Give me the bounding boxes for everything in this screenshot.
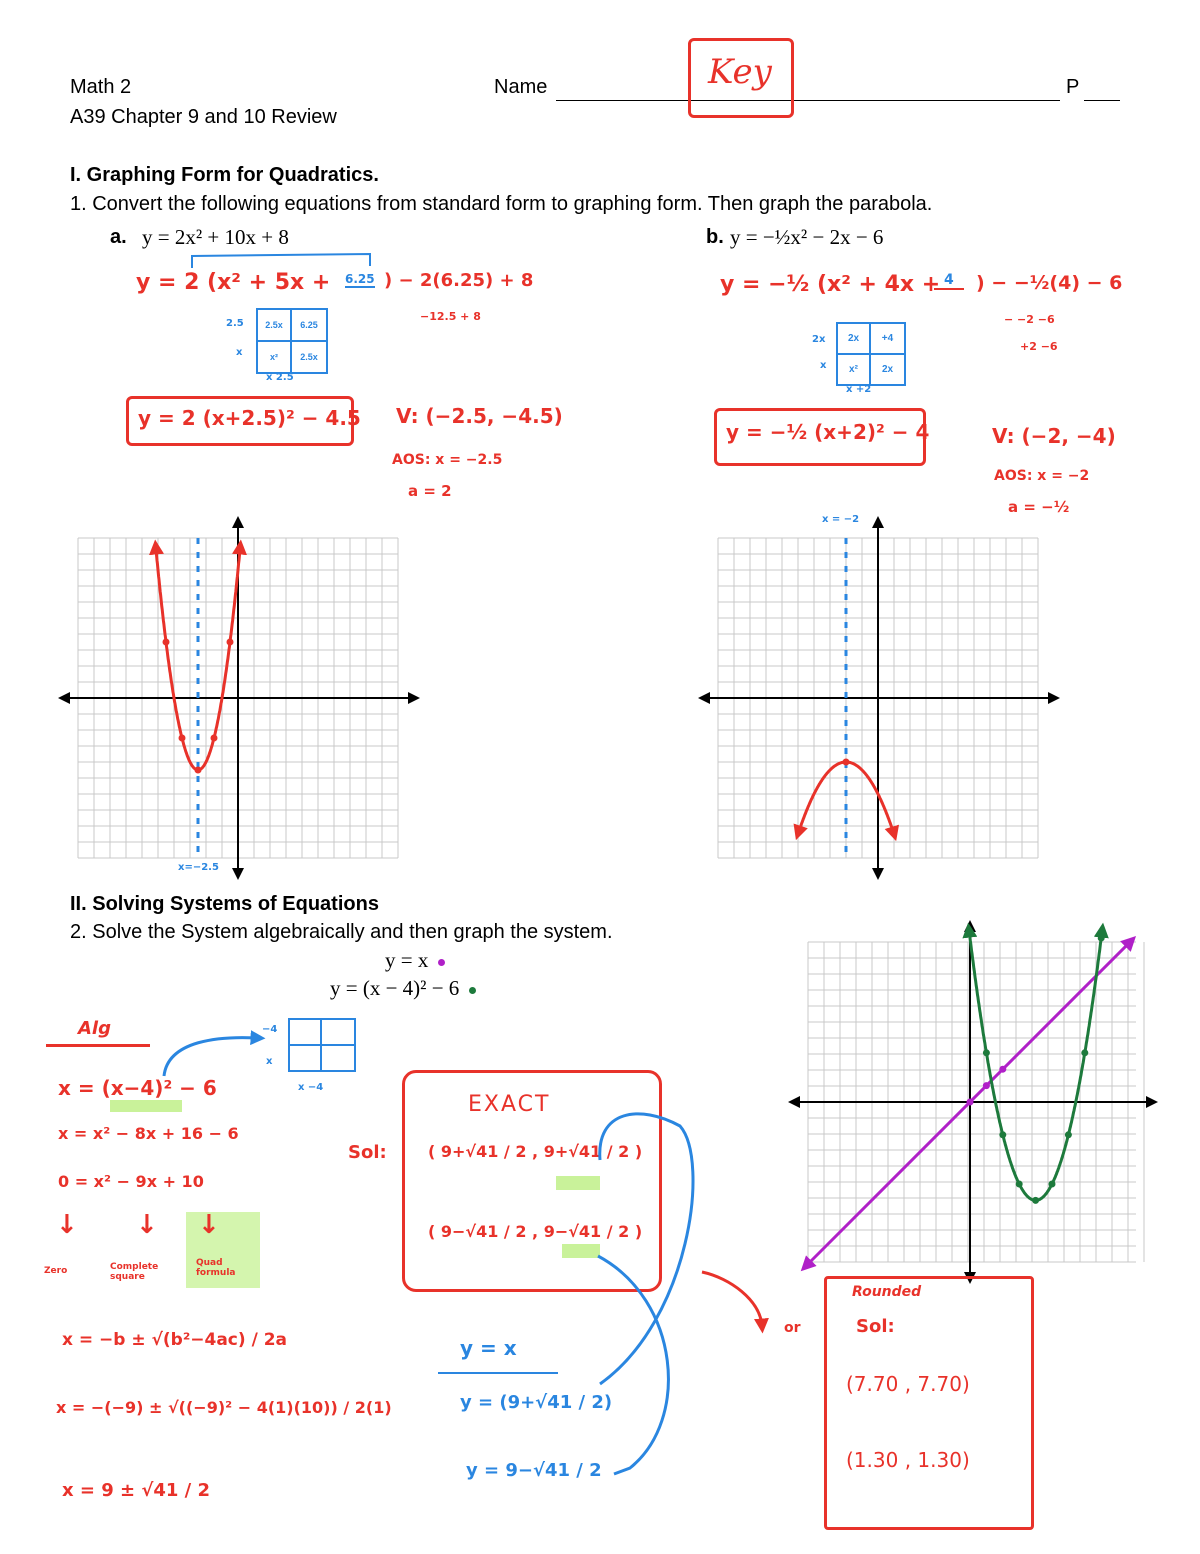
section1-heading: I. Graphing Form for Quadratics. <box>70 164 379 186</box>
rounded-solution-1: (7.70 , 7.70) <box>846 1372 970 1396</box>
system-eq2: y = (x − 4)² − 6 <box>330 976 476 1001</box>
red-arrow-to-rounded <box>702 1272 762 1326</box>
problem-b-equation: y = −½x² − 2x − 6 <box>730 225 884 249</box>
problem-b-label: b. <box>706 226 724 248</box>
b-box-left-1: 2x <box>812 334 826 345</box>
blue-arrow-to-box <box>164 1038 258 1076</box>
problem-a-equation: y = 2x² + 10x + 8 <box>142 225 289 249</box>
system-box-label: −4 <box>262 1024 278 1035</box>
sub-line-2: y = (9+√41 / 2) <box>460 1392 613 1413</box>
a-aos: AOS: x = −2.5 <box>392 452 503 468</box>
a-axis-label: x=−2.5 <box>178 862 219 873</box>
b-step1-right: ) − −½(4) − 6 <box>976 272 1123 294</box>
b-answer: y = −½ (x+2)² − 4 <box>726 420 930 444</box>
rounded-solution-2: (1.30 , 1.30) <box>846 1448 970 1472</box>
assignment-title: A39 Chapter 9 and 10 Review <box>70 106 337 128</box>
b-box-bottom: x +2 <box>846 384 872 395</box>
b-step3: +2 −6 <box>1020 340 1058 353</box>
or-label: or <box>784 1320 801 1336</box>
a-box-left-1: 2.5 <box>226 318 244 329</box>
alg-line-2: x = x² − 8x + 16 − 6 <box>58 1124 239 1143</box>
a-step1-blank: 6.25 <box>345 272 375 286</box>
method-zero: Zero <box>44 1266 68 1276</box>
down-arrow-icon: ↓ <box>56 1210 78 1240</box>
b-vertex: V: (−2, −4) <box>992 424 1116 448</box>
b-step2: − −2 −6 <box>1004 313 1055 326</box>
exact-title: EXACT <box>468 1092 551 1117</box>
system-eq1: y = x <box>385 948 445 973</box>
b-axis-label: x = −2 <box>822 514 860 525</box>
blue-connector-curve <box>598 1256 668 1474</box>
sub-line-3: y = 9−√41 / 2 <box>466 1460 602 1481</box>
qf-line-1: x = −b ± √(b²−4ac) / 2a <box>62 1330 288 1350</box>
qf-line-3: x = 9 ± √41 / 2 <box>62 1480 211 1501</box>
course-title: Math 2 <box>70 76 132 98</box>
b-box-cell: +4 <box>871 324 904 355</box>
a-step1-right: ) − 2(6.25) + 8 <box>384 270 534 291</box>
b-box-cell: 2x <box>881 364 894 375</box>
problem-a-label: a. <box>110 226 127 248</box>
alg-line-1: x = (x−4)² − 6 <box>58 1076 217 1100</box>
b-step1-left: y = −½ (x² + 4x + <box>720 272 941 297</box>
a-step2: −12.5 + 8 <box>420 310 481 323</box>
down-arrow-icon: ↓ <box>136 1210 158 1240</box>
a-vertex: V: (−2.5, −4.5) <box>396 404 563 428</box>
b-step1-blank: 4 <box>934 272 964 290</box>
a-box-cell: 6.25 <box>292 310 326 342</box>
b-a-value: a = −½ <box>1008 498 1070 516</box>
sol-label: Sol: <box>348 1142 387 1163</box>
qf-line-2: x = −(−9) ± √((−9)² − 4(1)(10)) / 2(1) <box>56 1398 392 1417</box>
a-step1-left: y = 2 (x² + 5x + <box>136 270 331 295</box>
sub-line-1: y = x <box>460 1336 517 1360</box>
alg-title: Alg <box>78 1018 111 1039</box>
system-box-label: x <box>266 1056 273 1067</box>
exact-solution-1: ( 9+√41 / 2 , 9+√41 / 2 ) <box>428 1142 643 1161</box>
a-box-bottom: x 2.5 <box>266 372 294 383</box>
blue-connector-curve <box>600 1114 693 1384</box>
section2-instruction: 2. Solve the System algebraically and then graph the system. <box>70 921 613 943</box>
b-box-cell: 2x <box>838 324 871 355</box>
b-box-left-2: x <box>820 360 827 371</box>
a-a-value: a = 2 <box>408 482 452 500</box>
bracket-stroke <box>192 254 370 268</box>
exact-solution-2: ( 9−√41 / 2 , 9−√41 / 2 ) <box>428 1222 643 1241</box>
section1-instruction: 1. Convert the following equations from standard form to graphing form. Then graph the parabola. <box>70 193 933 215</box>
b-aos: AOS: x = −2 <box>994 468 1090 484</box>
name-label: Name <box>494 76 548 98</box>
rounded-title: Rounded <box>852 1284 922 1300</box>
a-answer: y = 2 (x+2.5)² − 4.5 <box>138 406 361 430</box>
down-arrow-icon: ↓ <box>198 1210 220 1240</box>
alg-line-3: 0 = x² − 9x + 10 <box>58 1172 204 1191</box>
a-box-left-2: x <box>236 347 243 358</box>
method-quad-formula: Quad formula <box>196 1258 236 1278</box>
a-box-cell: x² <box>258 342 292 372</box>
period-label: P <box>1066 76 1080 98</box>
system-box-label: x −4 <box>298 1082 324 1093</box>
b-box-cell: x² <box>838 355 871 384</box>
rounded-sol-label: Sol: <box>856 1316 895 1337</box>
section2-heading: II. Solving Systems of Equations <box>70 893 379 915</box>
a-box-cell: 2.5x <box>300 352 318 362</box>
method-complete-square: Complete square <box>110 1262 159 1282</box>
name-value: Key <box>708 52 772 92</box>
a-box-cell: 2.5x <box>258 310 292 342</box>
